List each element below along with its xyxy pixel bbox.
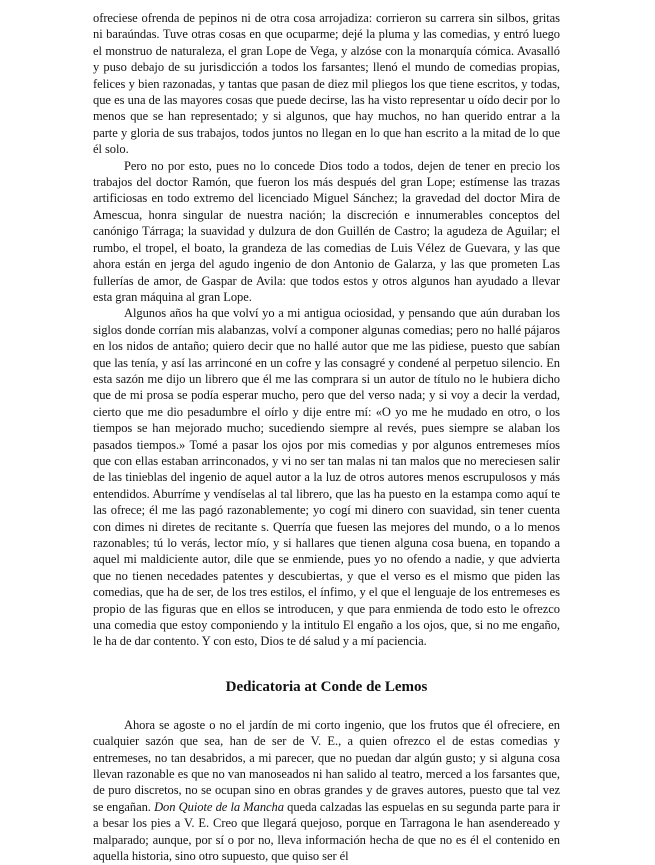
section-heading: Dedicatoria at Conde de Lemos: [225, 678, 428, 695]
body-paragraph-2: Pero no por esto, pues no lo concede Dios todo a todos, dejen de tener en precio los trabajos del doctor Ramón, que fueron los más después del gran Lope; estímense las trazas artificiosas en todo extremo del licenciado Miguel Sánchez; la gravedad del doctor Mira de Amescua, honra singular de nuestra nación; la discreción e innumerables conceptos del canónigo Tárraga; la suavidad y dulzura de don Guillén de Castro; la agudeza de Aguilar; el rumbo, el tropel, el boato, la grandeza de las comedias de Luis Vélez de Guevara, y las que ahora están en jerga del agudo ingenio de don Antonio de Galarza, y las que prometen Las fullerías de amor, de Gaspar de Avila: que todos estos y otros algunos han ayudado a llevar esta gran máquina al gran Lope.: [93, 158, 560, 304]
dedication-paragraph-1: [93, 717, 560, 865]
body-paragraph-3: Algunos años ha que volví yo a mi antigua ociosidad, y pensando que aún duraban los siglos donde corrían mis alabanzas, volví a componer algunas comedias; pero no hallé pájaros en los nidos de antaño; quiero decir que no hallé autor que me las pidiese, puesto que sabían que las tenía, y así las arrinconé en un cofre y las consagré y condené al perpetuo silencio. En esta sazón me dijo un librero que él me las comprara si un autor de título no le hubiera dicho que de mi prosa se podía esperar mucho, pero que del verso nada; y si voy a decir la verdad, cierto que me dio pesadumbre el oírlo y dije entre mí: «O yo me he mudado en otro, o los tiempos se han mejorado mucho; sucediendo siempre al revés, pues siempre se alaban los pasados tiempos.» Tomé a pasar los ojos por mis comedias y por algunos entremeses míos que con ellas estaban arrinconados, y vi no ser tan malas ni tan malos que no mereciesen salir de las tinieblas del ingenio de aquel autor a la luz de otros autores menos escrupulosos y más entendidos. Aburríme y vendíselas al tal librero, que las ha puesto en la estampa como aquí te las ofrece; él me las pagó razonablemente; yo cogí mi dinero con suavidad, sin tener cuenta con dimes ni diretes de recitante s. Querría que fuesen las mejores del mundo, o a lo menos razonables; tú lo verás, lector mío, y si hallares que tienen alguna cosa buena, en topando a aquel mi maldiciente autor, dile que se enmiende, pues yo no ofendo a nadie, y que advierta que no tienen necedades patentes y descubiertas, y que el verso es el mismo que piden las comedias, que ha de ser, de los tres estilos, el ínfimo, y el que el lenguaje de los entremeses es propio de las figuras que en ellos se introducen, y que para enmienda de todo esto le ofrezco una comedia que estoy componiendo y la intitulo El engaño a los ojos, que, si no me engaño, le ha de dar contento. Y con esto, Dios te dé salud y a mí paciencia.: [93, 306, 560, 649]
dedication-text-before: Ahora se agoste o no el jardín de mi corto ingenio, que los frutos que él ofreciere, en cualquier sazón que sea, han de ser de V. E., a quien ofrezco el de estas comedias y entremeses, no tan desabridos, a mi parecer, que no puedan dar algún gusto; y si alguna cosa llevan razonable es que no van manoseados ni han salido al teatro, merced a los farsantes que, de puro discretos, no se ocupan sino en obras grandes y de graves autores, puesto que tal vez se engañan.: [93, 717, 560, 814]
book-title: Don Quiote de la Mancha: [154, 799, 284, 814]
body-paragraph-1: ofreciese ofrenda de pepinos ni de otra cosa arrojadiza: corrieron su carrera sin silbos, gritas ni baraúndas. Tuve otras cosas en que ocuparme; dejé la pluma y las comedias, y entró luego el monstruo de naturaleza, el gran Lope de Vega, y alzóse con la monarquía cómica. Avasalló y puso debajo de su jurisdicción a todos los farsantes; llenó el mundo de comedias propias, felices y bien razonadas, y tantas que pasan de diez mil pliegos los que tiene escritos, y todas, que es una de las mayores cosas que puede decirse, las ha visto representar u oído decir por lo menos que se han representado; y si algunos, que hay muchos, no han querido entrar a la parte y gloria de sus trabajos, todos juntos no llegan en lo que han escrito a la mitad de lo que él solo.: [93, 11, 560, 157]
document-page: [93, 10, 560, 865]
dedication-text-after: queda calzadas las espuelas en su segunda parte para ir a besar los pies a V. E. Creo que llegará quejoso, porque en Tarragona le han asendereado y malparado; aunque, por sí o por no, lleva información hecha de que no es él el contenido en aquella historia, sino otro supuesto, que quiso ser él: [93, 799, 560, 864]
